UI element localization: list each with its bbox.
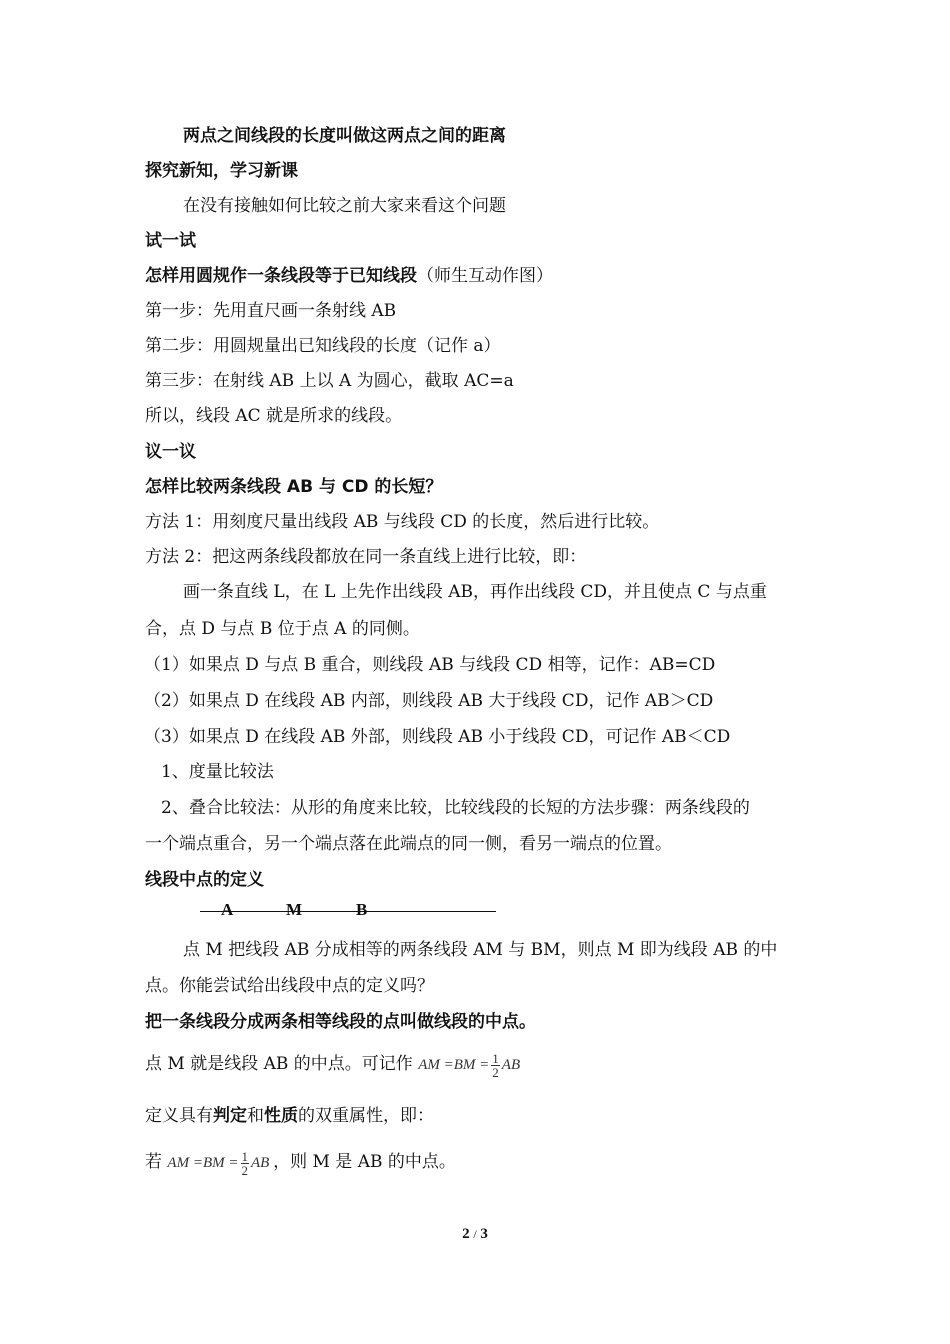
section-heading-discuss: 议一议 xyxy=(145,442,196,462)
distance-definition: 两点之间线段的长度叫做这两点之间的距离 xyxy=(183,126,506,146)
cond-formula-bm: BM xyxy=(202,1155,225,1171)
method-two-detail-1: 画一条直线 L，在 L 上先作出线段 AB，再作出线段 CD，并且使点 C 与点重 xyxy=(183,582,767,602)
condition-if: 若 xyxy=(145,1152,162,1172)
midpoint-notation xyxy=(145,1052,520,1079)
midpoint-definition: 把一条线段分成两条相等线段的点叫做线段的中点。 xyxy=(145,1012,536,1032)
dual-property-line xyxy=(145,1104,434,1128)
section-heading-try: 试一试 xyxy=(145,231,196,251)
construction-conclusion: 所以，线段 AC 就是所求的线段。 xyxy=(145,406,403,426)
dual-property-text-e: 的双重属性，即： xyxy=(298,1106,434,1126)
section-heading-explore: 探究新知，学习新课 xyxy=(145,161,298,181)
method-one: 方法 1：用刻度尺量出线段 AB 与线段 CD 的长度，然后进行比较。 xyxy=(145,512,660,532)
cond-formula-ab: AB xyxy=(251,1155,270,1171)
formula-am: AM xyxy=(418,1057,440,1073)
dual-property-text-a: 定义具有 xyxy=(145,1106,213,1126)
segment-figure xyxy=(200,900,500,924)
midpoint-formula xyxy=(418,1051,521,1081)
page-current: 2 xyxy=(462,1226,470,1242)
formula-ab: AB xyxy=(501,1057,521,1073)
midpoint-paragraph-1: 点 M 把线段 AB 分成相等的两条线段 AM 与 BM，则点 M 即为线段 AB 的中 xyxy=(183,940,778,960)
point-label-a: A xyxy=(221,900,234,919)
method-overlap-1: 2、叠合比较法：从形的角度来比较，比较线段的长短的方法步骤：两条线段的 xyxy=(161,798,750,818)
method-two: 方法 2：把这两条线段都放在同一条直线上进行比较，即： xyxy=(145,547,587,567)
comparison-question: 怎样比较两条线段 AB 与 CD 的长短？ xyxy=(145,477,443,497)
cond-formula-am: AM xyxy=(167,1155,190,1171)
condition-formula xyxy=(167,1149,273,1179)
method-measure: 1、度量比较法 xyxy=(161,762,274,782)
dual-property-nature: 性质 xyxy=(264,1106,298,1126)
cond-formula-half xyxy=(241,1150,250,1177)
dual-property-judgement: 判定 xyxy=(213,1106,247,1126)
intro-paragraph: 在没有接触如何比较之前大家来看这个问题 xyxy=(183,196,506,216)
condition-conclusion: ，则 M 是 AB 的中点。 xyxy=(273,1152,456,1172)
page-separator: / xyxy=(473,1227,477,1241)
section-heading-midpoint: 线段中点的定义 xyxy=(145,870,264,890)
formula-eq-2: = xyxy=(479,1057,490,1073)
construction-question-bold: 怎样用圆规作一条线段等于已知线段 xyxy=(145,266,417,286)
point-label-m: M xyxy=(286,900,303,919)
method-two-detail-2: 合，点 D 与点 B 位于点 A 的同侧。 xyxy=(145,619,420,639)
cond-formula-eq-1: = xyxy=(192,1155,203,1171)
dual-property-text-c: 和 xyxy=(247,1106,264,1126)
point-label-b: B xyxy=(356,900,368,919)
midpoint-notation-text: 点 M 就是线段 AB 的中点。可记作 xyxy=(145,1054,413,1074)
method-overlap-2: 一个端点重合，另一个端点落在此端点的同一侧，看另一端点的位置。 xyxy=(145,834,672,854)
case-two: （2）如果点 D 在线段 AB 内部，则线段 AB 大于线段 CD，记作 AB＞CD xyxy=(144,691,714,711)
midpoint-paragraph-2: 点。你能尝试给出线段中点的定义吗？ xyxy=(145,976,434,996)
formula-numerator: 1 xyxy=(492,1051,499,1067)
construction-question xyxy=(145,264,553,288)
page-number xyxy=(0,1226,950,1243)
case-one: （1）如果点 D 与点 B 重合，则线段 AB 与线段 CD 相等，记作：AB=CD xyxy=(144,655,716,675)
formula-eq-1: = xyxy=(443,1057,454,1073)
midpoint-condition xyxy=(145,1150,456,1177)
cond-formula-numerator: 1 xyxy=(241,1149,248,1165)
formula-half xyxy=(491,1052,500,1079)
case-three: （3）如果点 D 在线段 AB 外部，则线段 AB 小于线段 CD，可记作 AB＜CD xyxy=(144,727,731,747)
segment-line xyxy=(200,911,496,912)
formula-denominator: 2 xyxy=(492,1065,499,1081)
formula-bm: BM xyxy=(453,1057,476,1073)
step-two: 第二步：用圆规量出已知线段的长度（记作 a） xyxy=(145,336,501,356)
cond-formula-denominator: 2 xyxy=(241,1163,248,1179)
page-total: 3 xyxy=(480,1226,488,1242)
step-three: 第三步：在射线 AB 上以 A 为圆心，截取 AC=a xyxy=(145,371,514,391)
cond-formula-eq-2: = xyxy=(228,1155,239,1171)
step-one: 第一步：先用直尺画一条射线 AB xyxy=(145,301,397,321)
construction-question-note: （师生互动作图） xyxy=(417,266,553,286)
